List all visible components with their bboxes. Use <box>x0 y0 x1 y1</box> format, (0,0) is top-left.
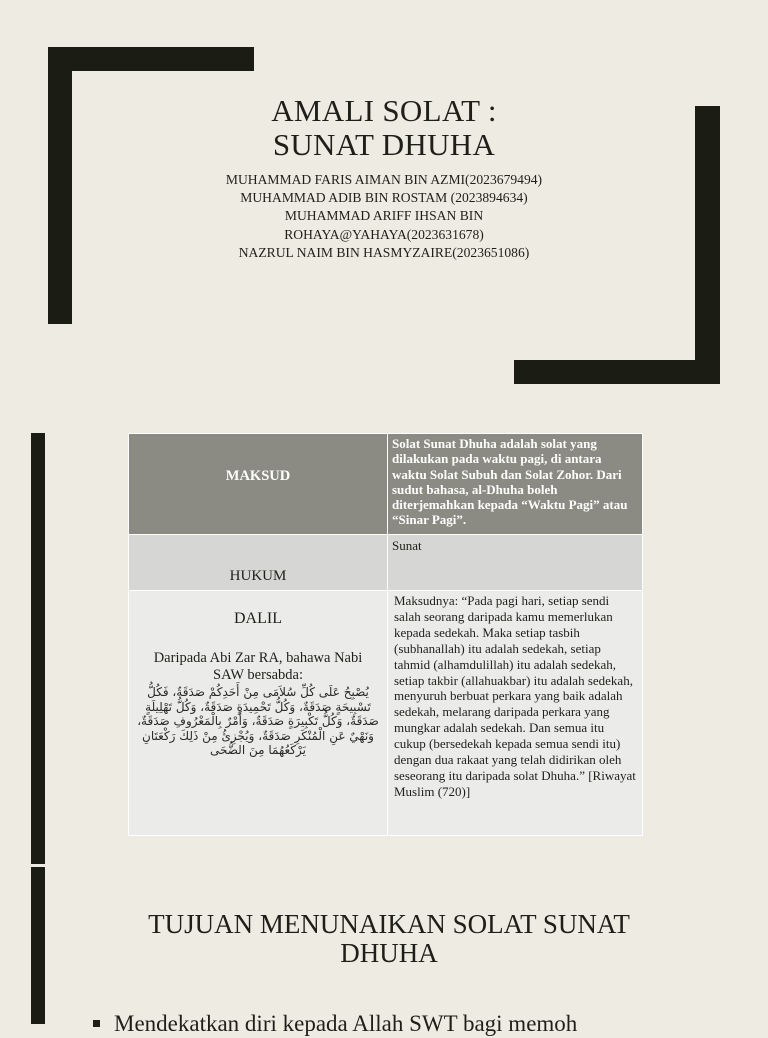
slide-title-line-2: SUNAT DHUHA <box>272 127 496 162</box>
section-title-line-2: DHUHA <box>340 938 438 968</box>
author-line: NAZRUL NAIM BIN HASMYZAIRE(2023651086) <box>238 244 530 260</box>
dalil-arabic-text: يُصْبِحُ عَلَى كُلِّ سُلاَمَى مِنْ أَحَدِكُمْ صَدَقَةٌ، فَكُلُّ تَسْبِيحَةٍ صَدَقَةٌ، وَكُلُّ تَحْمِيدَةٍ صَدَقَةٌ، وَكُلُّ تَهْلِيلَةٍ صَدَقَةٌ، وَكُلُّ تَكْبِيرَةٍ صَدَقَةٌ، وَأَمْرٌ بِالْمَعْرُوفِ صَدَقَةٌ، وَنَهْيٌ عَنِ الْمُنْكَرِ صَدَقَةٌ، وَيُجْزِئُ مِنْ ذَلِكَ رَكْعَتَانِ يَرْكَعُهُمَا مِنَ الضُّحَى <box>137 685 379 757</box>
frame-bottom-right-horizontal <box>514 360 720 384</box>
slide-title <box>0 94 768 162</box>
table-row-dalil <box>129 591 643 836</box>
maksud-text: Solat Sunat Dhuha adalah solat yang dilakukan pada waktu pagi, di antara waktu Solat Subuh dan Solat Zohor. Dari sudut bahasa, al-Dhuha boleh diterjemahkan kepada “Waktu Pagi” atau “Sinar Pagi”. <box>392 436 628 528</box>
dhuha-info-table <box>128 433 643 836</box>
author-line: MUHAMMAD ADIB BIN ROSTAM (2023894634) <box>240 190 528 206</box>
frame-top-left-horizontal <box>48 47 254 71</box>
author-line: MUHAMMAD ARIFF IHSAN BIN <box>284 208 484 224</box>
bullet-text: Mendekatkan diri kepada Allah SWT bagi memoh <box>114 1011 578 1036</box>
author-list <box>0 171 768 262</box>
dalil-meaning: Maksudnya: “Pada pagi hari, setiap sendi salah seorang daripada kamu memerlukan kepada sedekah. Maka setiap tasbih (subhanallah) itu adalah sedekah, setiap tahmid (alhamdulillah) itu adalah sedekah, setiap takbir (allahuakbar) itu adalah sedekah, menyuruh berbuat perkara yang baik adalah sedekah, melarang daripada perkara yang mungkar adalah sedekah. Dan semua itu cukup (bersedekah kepada semua sendi itu) dengan dua rakaat yang telah didirikan oleh seseorang itu daripada solat Dhuha.” [Riwayat Muslim (720)] <box>394 593 636 799</box>
bullet-item <box>93 1010 577 1038</box>
table-row-maksud <box>129 434 643 535</box>
slide2-left-rule <box>31 433 45 864</box>
section-title <box>0 910 768 968</box>
dalil-label: DALIL <box>234 610 282 627</box>
hukum-label: HUKUM <box>229 568 287 584</box>
author-line: ROHAYA@YAHAYA(2023631678) <box>284 226 484 242</box>
table-row-hukum <box>129 535 643 591</box>
slide-title-line-1: AMALI SOLAT : <box>271 93 497 128</box>
dalil-intro: Daripada Abi Zar RA, bahawa Nabi SAW bersabda: <box>153 650 363 683</box>
maksud-label: MAKSUD <box>225 468 291 484</box>
author-line: MUHAMMAD FARIS AIMAN BIN AZMI(2023679494) <box>225 172 543 187</box>
hukum-value: Sunat <box>392 538 422 553</box>
section-title-line-1: TUJUAN MENUNAIKAN SOLAT SUNAT <box>148 909 630 939</box>
